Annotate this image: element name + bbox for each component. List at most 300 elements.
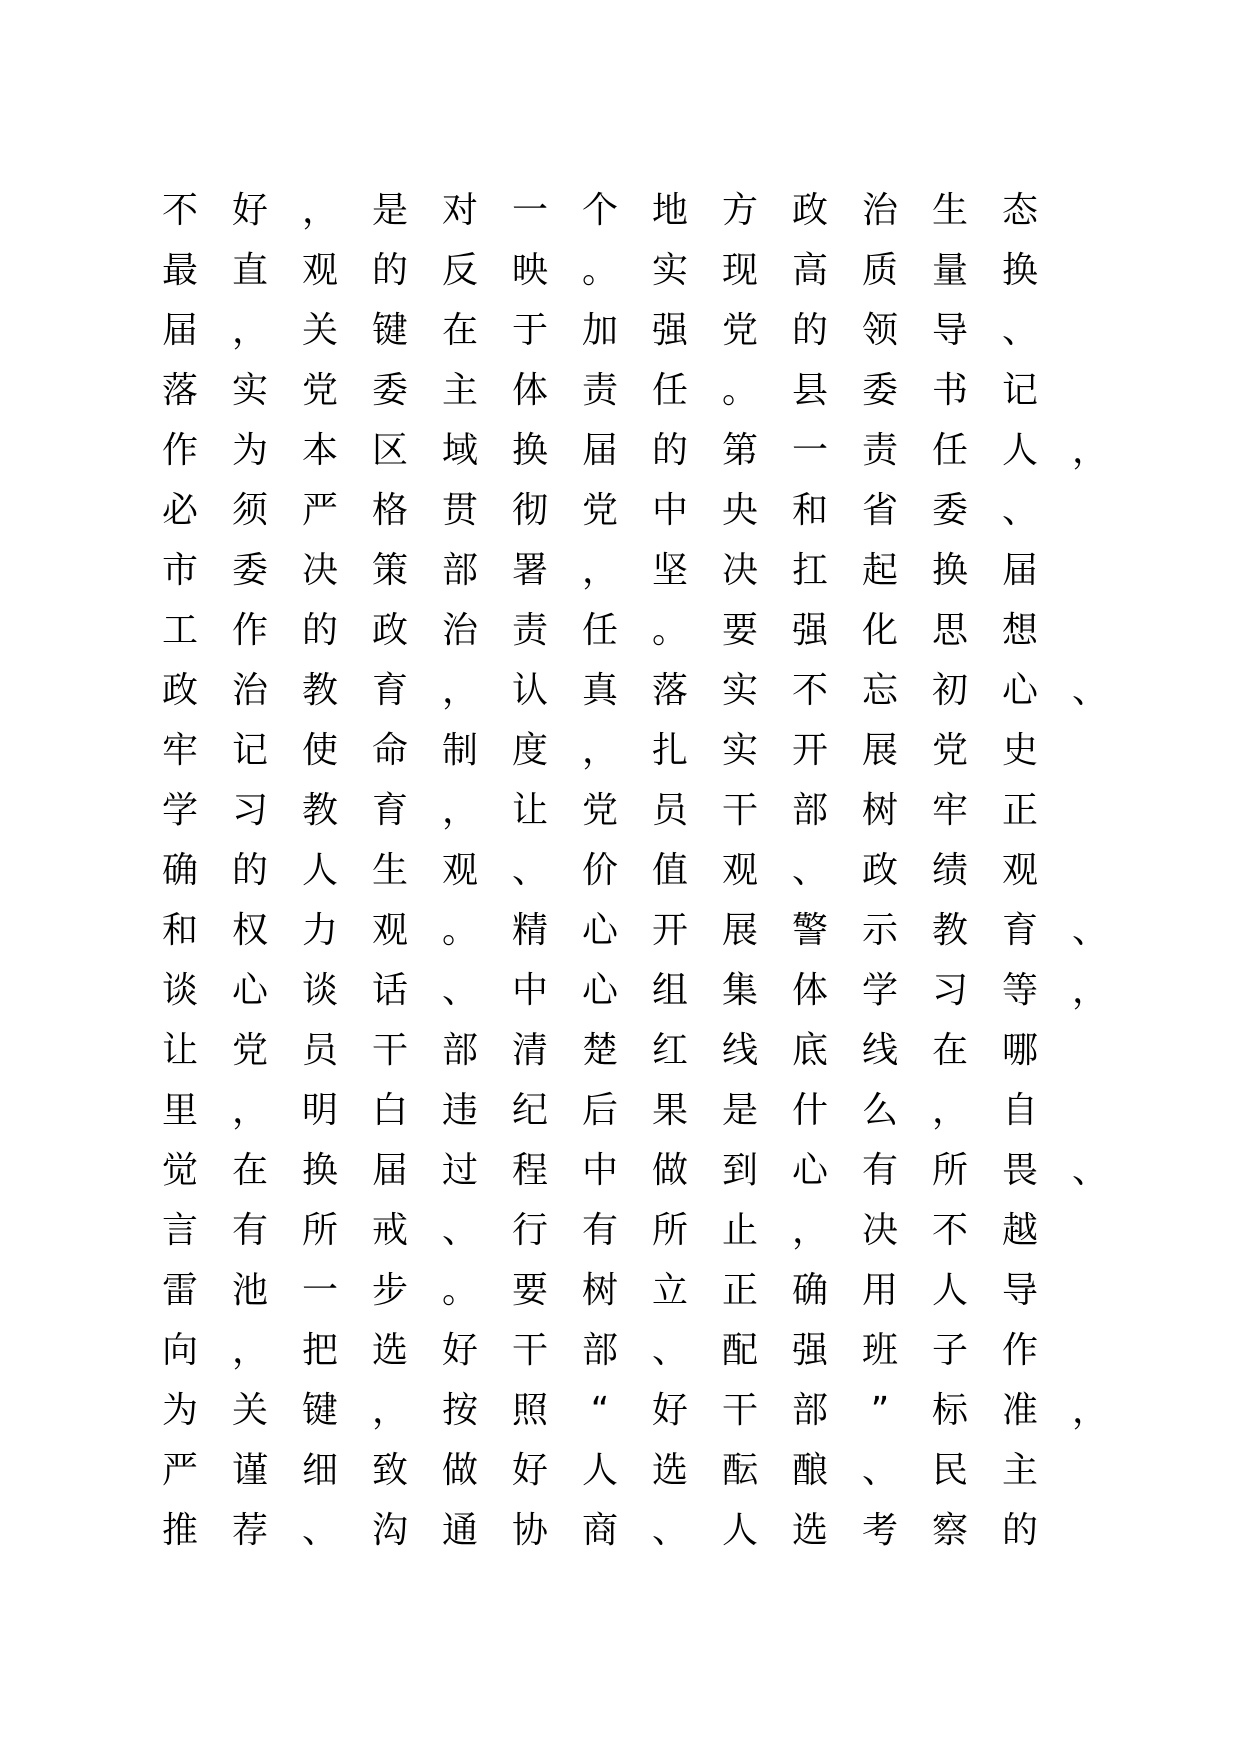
text-char: 行 [511,1210,548,1251]
text-char: 在 [931,1030,968,1071]
text-char: “ [590,1390,610,1431]
text-char: 观 [1001,850,1038,891]
text-char: 是 [371,190,408,231]
text-char: 育 [371,790,408,831]
text-char: 按 [441,1390,478,1431]
text-char: 主 [441,370,478,411]
text-line [150,961,1160,1021]
text-char: 反 [441,250,478,291]
text-char: 实 [231,370,268,411]
text-char: 员 [651,790,688,831]
text-char: ， [301,190,338,231]
text-char: 关 [301,310,338,351]
text-char: 委 [371,370,408,411]
text-char: 力 [301,910,338,951]
text-char: 强 [791,1330,828,1371]
text-char: ， [931,1090,968,1131]
text-char: 干 [371,1030,408,1071]
text-char: 牢 [161,730,198,771]
text-char: 绩 [931,850,968,891]
text-char: 雷 [161,1270,198,1311]
text-char: 越 [1001,1210,1038,1251]
text-char: 话 [371,970,408,1011]
text-char: 党 [231,1030,268,1071]
text-line [150,781,1160,841]
text-char: 政 [371,610,408,651]
text-char: 量 [931,250,968,291]
text-char: 的 [651,430,688,471]
text-char: 学 [861,970,898,1011]
text-char: 人 [931,1270,968,1311]
text-char: 观 [301,250,338,291]
text-char: 。 [581,250,618,291]
text-line [150,841,1160,901]
text-char: ， [231,1090,268,1131]
text-char: 干 [511,1330,548,1371]
text-char: 记 [1001,370,1038,411]
text-char: 实 [721,730,758,771]
text-char: 做 [441,1450,478,1491]
text-char: 沟 [371,1510,408,1551]
text-char: 党 [721,310,758,351]
text-char: 领 [861,310,898,351]
text-char: ， [1071,430,1108,471]
text-char: 为 [161,1390,198,1431]
text-char: 部 [581,1330,618,1371]
text-char: 部 [791,1390,828,1431]
text-char: 心 [581,910,618,951]
text-char: 教 [301,670,338,711]
text-char: 治 [441,610,478,651]
text-char: 示 [861,910,898,951]
text-line [150,301,1160,361]
text-char: 做 [651,1150,688,1191]
text-char: 把 [301,1330,338,1371]
text-char: 书 [931,370,968,411]
text-char: 映 [511,250,548,291]
text-char: 后 [581,1090,618,1131]
text-char: 选 [791,1510,828,1551]
text-char: 的 [791,310,828,351]
text-char: 落 [161,370,198,411]
text-char: 届 [581,430,618,471]
text-char: 中 [511,970,548,1011]
text-char: 底 [791,1030,828,1071]
text-line [150,1141,1160,1201]
text-char: 和 [791,490,828,531]
text-char: 对 [441,190,478,231]
text-char: ， [791,1210,828,1251]
text-char: 、 [651,1330,688,1371]
text-char: 么 [861,1090,898,1131]
text-char: 署 [511,550,548,591]
text-char: 和 [161,910,198,951]
text-char: 委 [931,490,968,531]
text-char: 等 [1001,970,1038,1011]
text-char: 自 [1001,1090,1038,1131]
text-char: 委 [231,550,268,591]
text-char: 观 [371,910,408,951]
text-char: 须 [231,490,268,531]
text-char: 价 [581,850,618,891]
text-char: 党 [581,790,618,831]
text-char: 教 [301,790,338,831]
text-char: 、 [441,1210,478,1251]
text-char: 、 [1071,1150,1108,1191]
text-char: 加 [581,310,618,351]
text-char: 、 [651,1510,688,1551]
text-char: 作 [1001,1330,1038,1371]
text-char: 权 [231,910,268,951]
text-char: 直 [231,250,268,291]
text-char: 组 [651,970,688,1011]
text-char: 在 [441,310,478,351]
text-char: 过 [441,1150,478,1191]
text-char: 格 [371,490,408,531]
text-char: 主 [1001,1450,1038,1491]
text-char: 好 [651,1390,688,1431]
text-char: 心 [1001,670,1038,711]
text-char: 扎 [651,730,688,771]
text-char: 治 [861,190,898,231]
text-char: 有 [581,1210,618,1251]
text-char: 有 [231,1210,268,1251]
text-char: 池 [231,1270,268,1311]
text-char: 最 [161,250,198,291]
text-char: ， [581,730,618,771]
text-char: 的 [301,610,338,651]
text-char: 酿 [791,1450,828,1491]
text-char: 县 [791,370,828,411]
text-char: 必 [161,490,198,531]
text-line [150,901,1160,961]
text-char: 心 [791,1150,828,1191]
text-char: 到 [721,1150,758,1191]
text-char: 强 [791,610,828,651]
text-char: 第 [721,430,758,471]
text-char: 任 [651,370,688,411]
text-char: 致 [371,1450,408,1491]
text-char: 好 [231,190,268,231]
text-char: 、 [861,1450,898,1491]
text-char: 度 [511,730,548,771]
text-char: 省 [861,490,898,531]
text-char: 牢 [931,790,968,831]
text-char: 强 [651,310,688,351]
text-char: 域 [441,430,478,471]
text-char: 于 [511,310,548,351]
text-char: 政 [861,850,898,891]
text-char: 贯 [441,490,478,531]
text-char: 班 [861,1330,898,1371]
text-char: 、 [1001,310,1038,351]
text-char: 任 [931,430,968,471]
text-char: 届 [161,310,198,351]
text-char: 谈 [161,970,198,1011]
text-char: 准 [1001,1390,1038,1431]
text-char: 红 [651,1030,688,1071]
text-char: 导 [931,310,968,351]
text-line [150,1381,1160,1441]
text-char: ， [231,310,268,351]
text-line [150,541,1160,601]
text-char: 为 [231,430,268,471]
text-char: 明 [301,1090,338,1131]
text-char: 纪 [511,1090,548,1131]
text-char: 起 [861,550,898,591]
text-char: 立 [651,1270,688,1311]
text-char: 里 [161,1090,198,1131]
text-char: 步 [371,1270,408,1311]
text-line [150,181,1160,241]
text-char: 坚 [651,550,688,591]
text-char: 区 [371,430,408,471]
text-char: 细 [301,1450,338,1491]
text-char: 记 [231,730,268,771]
text-char: 作 [161,430,198,471]
text-char: 忘 [861,670,898,711]
text-char: 党 [301,370,338,411]
text-char: 部 [441,1030,478,1071]
text-char: 好 [511,1450,548,1491]
text-char: 地 [651,190,688,231]
text-char: 责 [511,610,548,651]
text-char: 正 [1001,790,1038,831]
text-char: 民 [931,1450,968,1491]
text-char: 中 [581,1150,618,1191]
text-char: 政 [161,670,198,711]
text-char: 树 [581,1270,618,1311]
text-char: 干 [721,790,758,831]
text-char: 酝 [721,1450,758,1491]
text-char: 人 [581,1450,618,1491]
text-char: 的 [371,250,408,291]
text-char: 工 [161,610,198,651]
text-char: 人 [721,1510,758,1551]
text-line [150,481,1160,541]
text-char: 观 [441,850,478,891]
text-line [150,1441,1160,1501]
text-char: 正 [721,1270,758,1311]
text-char: 向 [161,1330,198,1371]
text-char: ” [870,1390,890,1431]
text-char: 本 [301,430,338,471]
text-char: 确 [791,1270,828,1311]
text-char: 使 [301,730,338,771]
text-char: 扛 [791,550,828,591]
text-char: 党 [581,490,618,531]
text-char: 展 [861,730,898,771]
body-text [150,181,1160,1561]
text-char: 所 [931,1150,968,1191]
text-char: 、 [1071,670,1108,711]
text-char: 决 [721,550,758,591]
text-char: 的 [1001,1510,1038,1551]
text-char: 制 [441,730,478,771]
text-char: 政 [791,190,828,231]
text-line [150,1201,1160,1261]
text-line [150,1081,1160,1141]
text-line [150,601,1160,661]
text-char: ， [581,550,618,591]
text-char: 不 [161,190,198,231]
text-char: 楚 [581,1030,618,1071]
text-char: 不 [931,1210,968,1251]
text-char: 习 [231,790,268,831]
text-char: 观 [721,850,758,891]
text-char: 换 [301,1150,338,1191]
text-char: ， [441,790,478,831]
text-char: 认 [511,670,548,711]
text-char: 要 [511,1270,548,1311]
text-char: 、 [1001,490,1038,531]
text-char: 。 [721,370,758,411]
text-char: 心 [581,970,618,1011]
text-char: 要 [721,610,758,651]
text-char: 键 [371,310,408,351]
text-char: 树 [861,790,898,831]
text-char: 线 [861,1030,898,1071]
text-char: 质 [861,250,898,291]
text-char: 作 [231,610,268,651]
text-char: 换 [931,550,968,591]
text-char: ， [441,670,478,711]
text-char: 体 [791,970,828,1011]
text-char: 清 [511,1030,548,1071]
text-char: 是 [721,1090,758,1131]
text-char: 习 [931,970,968,1011]
text-char: 落 [651,670,688,711]
text-char: 觉 [161,1150,198,1191]
text-line [150,241,1160,301]
text-char: 哪 [1001,1030,1038,1071]
text-char: 严 [161,1450,198,1491]
text-char: 决 [301,550,338,591]
text-char: 警 [791,910,828,951]
text-char: 部 [441,550,478,591]
text-char: 戒 [371,1210,408,1251]
text-char: 态 [1001,190,1038,231]
text-char: 思 [931,610,968,651]
text-char: 育 [1001,910,1038,951]
text-char: 果 [651,1090,688,1131]
text-char: 化 [861,610,898,651]
text-char: 白 [371,1090,408,1131]
text-char: 个 [581,190,618,231]
text-char: 、 [1071,910,1108,951]
text-char: 心 [231,970,268,1011]
text-char: 生 [371,850,408,891]
text-char: 治 [231,670,268,711]
text-char: 标 [931,1390,968,1431]
text-char: 、 [791,850,828,891]
text-char: 想 [1001,610,1038,651]
text-char: 确 [161,850,198,891]
text-char: 。 [441,1270,478,1311]
text-char: 一 [511,190,548,231]
text-char: 中 [651,490,688,531]
text-char: 现 [721,250,758,291]
text-char: 教 [931,910,968,951]
text-char: ， [1071,1390,1108,1431]
text-char: ， [1071,970,1108,1011]
text-line [150,1021,1160,1081]
text-char: 一 [791,430,828,471]
text-char: 市 [161,550,198,591]
text-char: 让 [511,790,548,831]
text-char: 考 [861,1510,898,1551]
text-line [150,361,1160,421]
text-char: 史 [1001,730,1038,771]
text-char: 命 [371,730,408,771]
text-char: 线 [721,1030,758,1071]
text-char: ， [371,1390,408,1431]
text-char: 违 [441,1090,478,1131]
text-char: 选 [651,1450,688,1491]
text-char: 、 [441,970,478,1011]
text-char: 、 [511,850,548,891]
text-char: 照 [511,1390,548,1431]
text-char: 的 [231,850,268,891]
text-char: 开 [651,910,688,951]
text-line [150,721,1160,781]
text-char: 委 [861,370,898,411]
text-char: 党 [931,730,968,771]
text-char: 。 [651,610,688,651]
text-char: 配 [721,1330,758,1371]
text-char: 通 [441,1510,478,1551]
text-char: 决 [861,1210,898,1251]
text-char: 届 [1001,550,1038,591]
text-char: 察 [931,1510,968,1551]
text-char: 彻 [511,490,548,531]
text-char: 责 [861,430,898,471]
text-char: 一 [301,1270,338,1311]
text-line [150,1321,1160,1381]
text-char: 选 [371,1330,408,1371]
text-char: 干 [721,1390,758,1431]
text-char: 育 [371,670,408,711]
text-char: 值 [651,850,688,891]
text-char: 好 [441,1330,478,1371]
text-char: 什 [791,1090,828,1131]
text-char: 言 [161,1210,198,1251]
text-char: 人 [1001,430,1038,471]
text-char: 生 [931,190,968,231]
text-char: 人 [301,850,338,891]
text-char: 实 [651,250,688,291]
text-char: 精 [511,910,548,951]
text-char: 谨 [231,1450,268,1491]
text-char: 届 [371,1150,408,1191]
text-char: 部 [791,790,828,831]
text-char: 责 [581,370,618,411]
text-line [150,1261,1160,1321]
text-char: 央 [721,490,758,531]
text-char: 推 [161,1510,198,1551]
text-char: 、 [301,1510,338,1551]
text-char: 换 [1001,250,1038,291]
text-line [150,421,1160,481]
text-char: 畏 [1001,1150,1038,1191]
text-char: 体 [511,370,548,411]
text-char: 有 [861,1150,898,1191]
text-char: 所 [651,1210,688,1251]
text-char: 开 [791,730,828,771]
text-char: 止 [721,1210,758,1251]
text-char: 商 [581,1510,618,1551]
text-char: 学 [161,790,198,831]
